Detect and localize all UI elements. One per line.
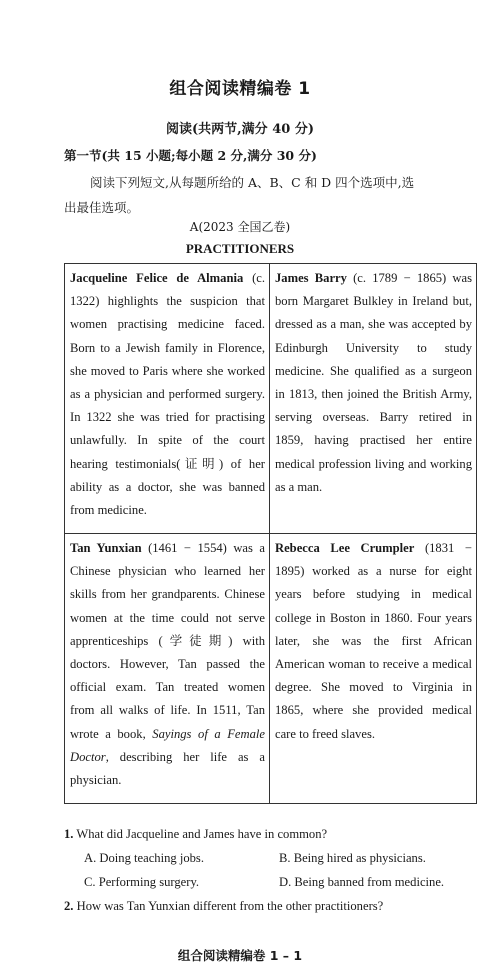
part-heading: 阅读(共两节,满分 40 分) <box>166 122 314 137</box>
cell-rebecca <box>270 534 477 804</box>
instructions: 阅读下列短文,从每题所给的 A、B、C 和 D 四个选项中,选出最佳选项。 <box>64 175 415 215</box>
option-d[interactable]: D. Being banned from medicine. <box>279 875 445 889</box>
question-number: 1. <box>64 827 74 841</box>
cell-tan <box>65 534 270 804</box>
question-1-options <box>64 846 476 894</box>
practitioner-text: (c. 1322) highlights the suspicion that women practising medicine faced. Born to a Jewish family in Florence, she moved to Paris where she worked as a physician and performed surgery. In 1322 she was tried for practising unlawfully. In spite of the court hearing testimonials(证明) of her ability as a doctor, she was banned from medicine. <box>70 271 265 518</box>
practitioner-text: (c. 1789 − 1865) was born Margaret Bulkley in Ireland but, dressed as a man, she was accepted by Edinburgh University to study medicine. She qualified as a surgeon in 1813, then joined the British Army, serving overseas. Barry retired in 1859, having practised her entire medical profession living and working as a man. <box>275 271 472 494</box>
questions <box>64 822 476 918</box>
question-2 <box>64 894 476 918</box>
option-b[interactable]: B. Being hired as physicians. <box>279 851 426 865</box>
practitioner-name: Tan Yunxian <box>70 541 142 555</box>
table-row <box>65 534 477 804</box>
section-heading: 第一节(共 15 小题;每小题 2 分,满分 30 分) <box>64 148 317 163</box>
practitioner-name: Jacqueline Felice de Almania <box>70 271 244 285</box>
question-text: What did Jacqueline and James have in common? <box>76 827 328 841</box>
cell-jacqueline <box>65 264 270 534</box>
practitioner-text: (1461 − 1554) was a Chinese physician who learned her skills from her grandparents. Chinese women at the time could not serve apprenticeships (学徒期) with doctors. However, Tan passed the official exam. Tan treated women from all walks of life. In 1511, Tan wrote a book, <box>70 541 265 741</box>
page-footer: 组合阅读精编卷 1 – 1 <box>177 948 303 963</box>
option-a[interactable]: A. Doing teaching jobs. <box>84 851 204 865</box>
practitioner-name: James Barry <box>275 271 347 285</box>
question-1 <box>64 822 476 846</box>
practitioner-text-end: , describing her life as a physician. <box>70 749 265 788</box>
option-c[interactable]: C. Performing surgery. <box>84 875 200 889</box>
table-row <box>65 264 477 534</box>
practitioners-table <box>64 263 477 804</box>
question-number: 2. <box>64 899 74 913</box>
passage-label: A(2023 全国乙卷) <box>189 220 291 234</box>
passage-title: PRACTITIONERS <box>185 241 295 256</box>
cell-james <box>270 264 477 534</box>
practitioner-text: (1831 − 1895) worked as a nurse for eight years before studying in medical college in Boston in 1860. Four years later, she was the first African American woman to receive a medical degree. She moved to Virginia in 1865, where she provided medical care to freed slaves. <box>275 541 472 741</box>
book-title: Sayings of a Female Doctor <box>70 726 265 764</box>
page-title: 组合阅读精编卷 1 <box>169 79 311 99</box>
question-text: How was Tan Yunxian different from the other practitioners? <box>76 899 384 913</box>
practitioner-name: Rebecca Lee Crumpler <box>275 541 415 555</box>
